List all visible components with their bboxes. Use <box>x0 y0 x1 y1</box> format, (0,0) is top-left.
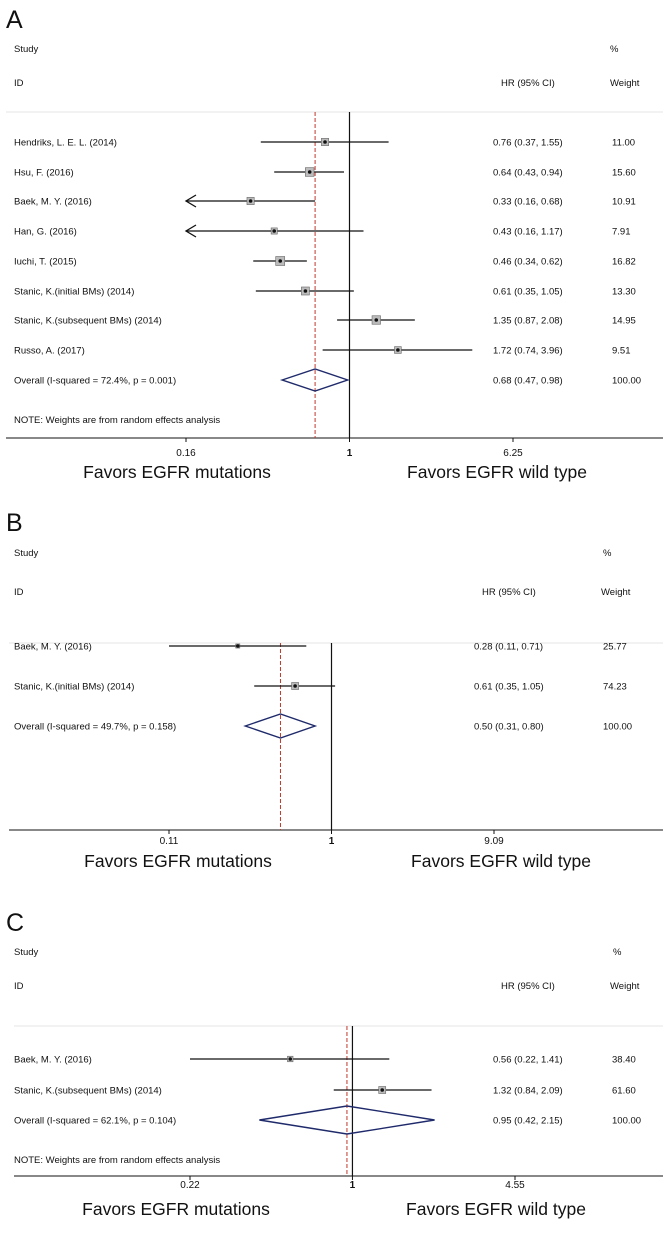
panel-label: C <box>6 909 25 937</box>
column-header-study: Study <box>14 44 39 55</box>
point-estimate <box>236 644 240 648</box>
study-weight: 13.30 <box>612 286 636 298</box>
study-label: Stanic, K.(subsequent BMs) (2014) <box>14 1085 162 1097</box>
column-header-hr: HR (95% CI) <box>482 587 536 598</box>
study-weight: 16.82 <box>612 256 636 268</box>
forest-plot-b <box>0 505 666 885</box>
favors-right-label: Favors EGFR wild type <box>411 851 591 871</box>
forest-panel-b <box>0 505 666 885</box>
study-label: Stanic, K.(initial BMs) (2014) <box>14 286 135 298</box>
study-weight: 14.95 <box>612 315 636 327</box>
x-tick-label: 1 <box>349 1180 356 1191</box>
study-hr-ci: 0.76 (0.37, 1.55) <box>493 137 563 149</box>
x-tick-label: 0.16 <box>176 448 196 459</box>
study-hr-ci: 0.28 (0.11, 0.71) <box>474 641 544 653</box>
panel-label: B <box>6 509 23 537</box>
study-weight: 9.51 <box>612 345 631 357</box>
study-weight: 74.23 <box>603 681 627 693</box>
overall-label: Overall (I-squared = 49.7%, p = 0.158) <box>14 721 177 733</box>
weights-note: NOTE: Weights are from random effects analysis <box>14 1155 221 1166</box>
study-hr-ci: 0.56 (0.22, 1.41) <box>493 1054 563 1066</box>
column-header-id: ID <box>14 587 24 598</box>
favors-right-label: Favors EGFR wild type <box>407 462 587 482</box>
study-hr-ci: 1.35 (0.87, 2.08) <box>493 315 563 327</box>
point-estimate <box>272 229 276 233</box>
column-header-hr: HR (95% CI) <box>501 78 555 89</box>
column-header-hr: HR (95% CI) <box>501 981 555 992</box>
point-estimate <box>278 259 282 263</box>
study-hr-ci: 0.46 (0.34, 0.62) <box>493 256 563 268</box>
favors-right-label: Favors EGFR wild type <box>406 1199 586 1219</box>
x-tick-label: 0.22 <box>180 1180 200 1191</box>
study-weight: 11.00 <box>612 137 636 149</box>
study-weight: 61.60 <box>612 1085 636 1097</box>
study-label: Russo, A. (2017) <box>14 345 85 357</box>
forest-panel-c <box>0 905 666 1235</box>
x-tick-label: 9.09 <box>484 836 504 847</box>
overall-hr-ci: 0.68 (0.47, 0.98) <box>493 375 563 387</box>
column-header-weight: Weight <box>601 587 631 598</box>
study-label: Stanic, K.(subsequent BMs) (2014) <box>14 315 162 327</box>
study-weight: 15.60 <box>612 167 636 179</box>
study-hr-ci: 1.72 (0.74, 3.96) <box>493 345 563 357</box>
column-header-weight: Weight <box>610 78 640 89</box>
point-estimate <box>396 348 400 352</box>
favors-left-label: Favors EGFR mutations <box>84 851 272 871</box>
point-estimate <box>293 684 297 688</box>
study-label: Baek, M. Y. (2016) <box>14 1054 92 1066</box>
favors-left-label: Favors EGFR mutations <box>83 462 271 482</box>
point-estimate <box>249 199 253 203</box>
study-weight: 7.91 <box>612 226 631 238</box>
overall-weight: 100.00 <box>603 721 633 733</box>
study-hr-ci: 0.64 (0.43, 0.94) <box>493 167 563 179</box>
overall-weight: 100.00 <box>612 375 642 387</box>
x-tick-label: 1 <box>328 836 335 847</box>
panel-label: A <box>6 6 23 34</box>
column-header-study: Study <box>14 548 39 559</box>
column-header-study: Study <box>14 947 39 958</box>
forest-plot-a <box>0 0 666 500</box>
forest-panel-a <box>0 0 666 500</box>
study-weight: 25.77 <box>603 641 627 653</box>
study-label: Baek, M. Y. (2016) <box>14 641 92 653</box>
point-estimate <box>288 1057 292 1061</box>
study-weight: 10.91 <box>612 196 636 208</box>
study-label: Baek, M. Y. (2016) <box>14 196 92 208</box>
column-header-percent: % <box>603 548 612 559</box>
column-header-id: ID <box>14 78 24 89</box>
x-tick-label: 4.55 <box>505 1180 525 1191</box>
overall-label: Overall (I-squared = 72.4%, p = 0.001) <box>14 375 177 387</box>
overall-label: Overall (I-squared = 62.1%, p = 0.104) <box>14 1115 177 1127</box>
column-header-id: ID <box>14 981 24 992</box>
column-header-weight: Weight <box>610 981 640 992</box>
study-hr-ci: 0.61 (0.35, 1.05) <box>493 286 563 298</box>
overall-weight: 100.00 <box>612 1115 642 1127</box>
point-estimate <box>374 318 378 322</box>
column-header-percent: % <box>613 947 622 958</box>
study-label: Hsu, F. (2016) <box>14 167 74 179</box>
point-estimate <box>323 140 327 144</box>
x-tick-label: 6.25 <box>503 448 523 459</box>
study-hr-ci: 0.61 (0.35, 1.05) <box>474 681 544 693</box>
overall-hr-ci: 0.50 (0.31, 0.80) <box>474 721 544 733</box>
weights-note: NOTE: Weights are from random effects analysis <box>14 415 221 426</box>
study-weight: 38.40 <box>612 1054 636 1066</box>
point-estimate <box>304 289 308 293</box>
x-tick-label: 1 <box>346 448 353 459</box>
x-tick-label: 0.11 <box>159 836 179 847</box>
study-hr-ci: 1.32 (0.84, 2.09) <box>493 1085 563 1097</box>
study-label: Han, G. (2016) <box>14 226 77 238</box>
study-hr-ci: 0.33 (0.16, 0.68) <box>493 196 563 208</box>
study-label: Stanic, K.(initial BMs) (2014) <box>14 681 135 693</box>
favors-left-label: Favors EGFR mutations <box>82 1199 270 1219</box>
forest-plot-c <box>0 905 666 1235</box>
point-estimate <box>308 170 312 174</box>
column-header-percent: % <box>610 44 619 55</box>
overall-hr-ci: 0.95 (0.42, 2.15) <box>493 1115 563 1127</box>
point-estimate <box>380 1088 384 1092</box>
study-hr-ci: 0.43 (0.16, 1.17) <box>493 226 563 238</box>
study-label: Hendriks, L. E. L. (2014) <box>14 137 117 149</box>
study-label: Iuchi, T. (2015) <box>14 256 77 268</box>
